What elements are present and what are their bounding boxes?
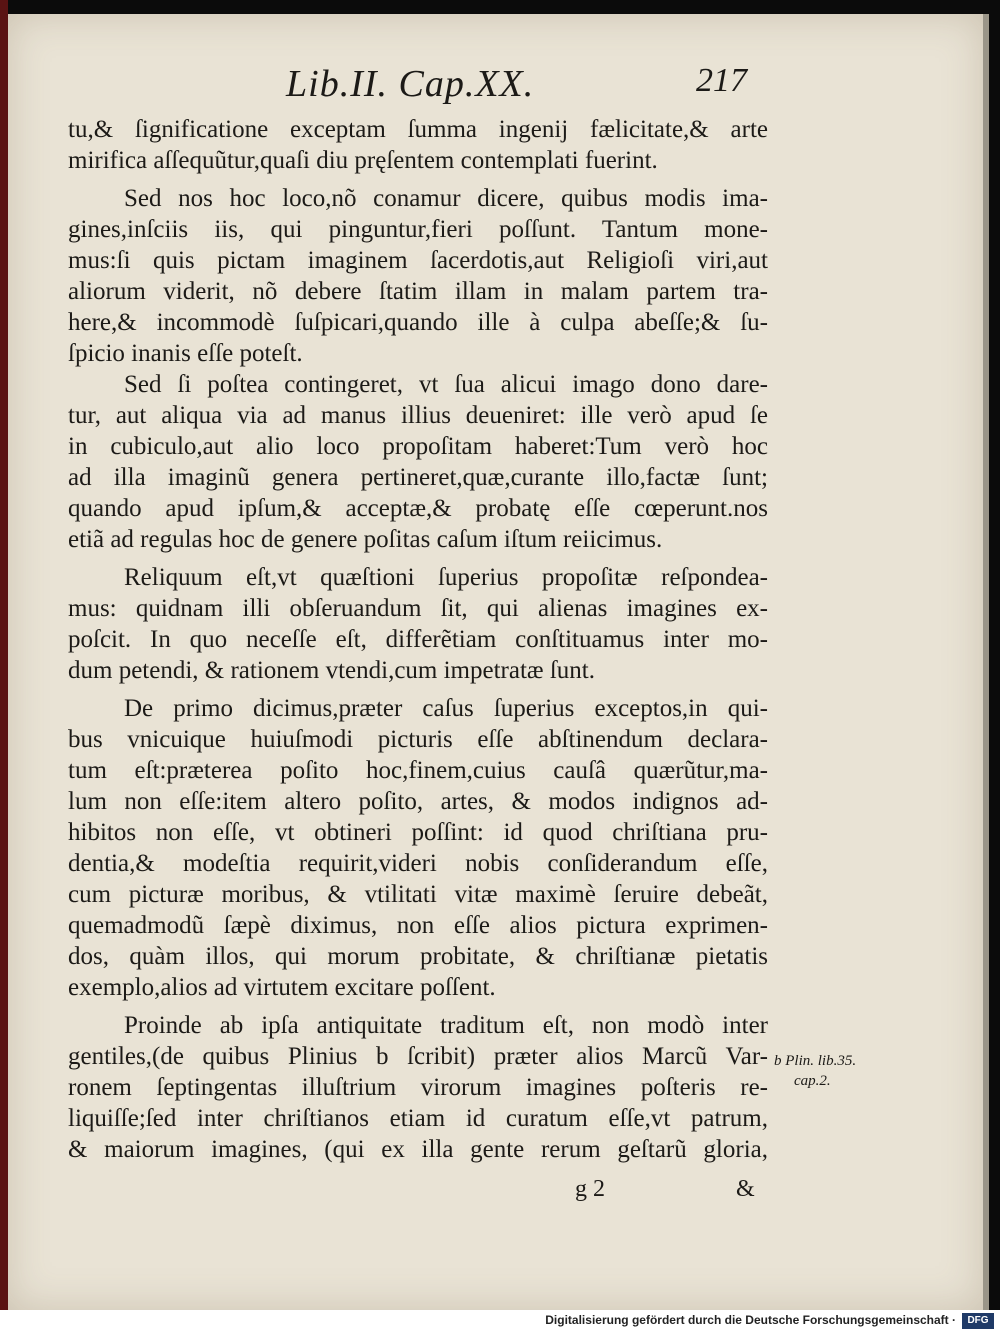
text-line: Proinde ab ipſa antiquitate traditum eſt, non modò inter xyxy=(124,1012,768,1039)
text-line: ronem ſeptingentas illuſtrium virorum imagines poſteris re- xyxy=(68,1074,768,1101)
text-line: quando apud ipſum,& acceptæ,& probatę eſſe cœperunt.nos xyxy=(68,495,768,522)
dfg-logo: DFG xyxy=(962,1313,994,1329)
text-line: hibitos non eſſe, vt obtineri poſſint: id quod chriſtiana pru- xyxy=(68,819,768,846)
page-stack-edge xyxy=(983,14,989,1310)
text-line: tum eſt:prætereа poſito hoc,finem,cuius cauſâ quærũtur,ma- xyxy=(68,757,768,784)
text-line: & maiorum imagines, (qui ex illa gente rerum geſtarũ gloria, xyxy=(68,1136,768,1163)
text-line: exemplo,alios ad virtutem excitare poſſent. xyxy=(68,974,496,1001)
text-line: aliorum viderit, nõ debere ſtatim illam in malam partem tra- xyxy=(68,278,768,305)
text-line: Reliquum eſt,vt quæſtioni ſuperius propoſitæ reſpondea- xyxy=(124,564,768,591)
page-footer xyxy=(8,1176,983,1212)
margin-note xyxy=(774,1051,856,1091)
text-line: mirifica aſſequũtur,quaſi diu pręſentem contemplati fuerint. xyxy=(68,147,658,174)
text-line: tur, aut aliqua via ad manus illius deueniret: ille verò apud ſe xyxy=(68,402,768,429)
text-line: dos, quàm illos, qui morum probitate, & chriſtianæ pietatis xyxy=(68,943,768,970)
margin-note-reference: b Plin. lib.35. xyxy=(774,1053,857,1069)
text-line: gentiles,(de quibus Plinius b ſcribit) præter alios Marcũ Var- xyxy=(68,1043,768,1070)
text-line: Sed ſi poſtea contingeret, vt ſua alicui imago dono dare- xyxy=(124,371,768,398)
text-line: quemadmodũ ſæpè diximus, non eſſe alios pictura exprimen- xyxy=(68,912,768,939)
catchword: & xyxy=(736,1176,755,1202)
text-line: poſcit. In quo neceſſe eſt, differẽtiam conſtituamus inter mo- xyxy=(68,626,768,653)
margin-note-chapter: cap.2. xyxy=(794,1073,831,1089)
text-line: cum picturæ moribus, & vtilitati vitæ maximè ſeruire debeãt, xyxy=(68,881,768,908)
text-line: ad illa imaginũ genera pertineret,quæ,curante illo,factæ ſunt; xyxy=(68,464,768,491)
text-line: lum non eſſe:item altero poſito, artes, & modos indignos ad- xyxy=(68,788,768,815)
text-line: in cubiculo,aut alio loco propoſitam haberet:Tum verò hoc xyxy=(68,433,768,460)
book-page xyxy=(8,14,983,1310)
page-header xyxy=(8,62,983,112)
text-line: tu,& ſignificatione exceptam ſumma ingenij fælicitate,& arte xyxy=(68,116,768,143)
text-line: here,& incommodè ſuſpicari,quando ille à culpa abeſſe;& ſu- xyxy=(68,309,768,336)
text-line: mus: quidnam illi obſeruandum ſit, qui alienas imagines ex- xyxy=(68,595,768,622)
text-line: mus:ſi quis pictam imaginem ſacerdotis,aut Religioſi viri,aut xyxy=(68,247,768,274)
text-line: De primo dicimus,præter caſus ſuperius exceptos,in qui- xyxy=(124,695,768,722)
page-number: 217 xyxy=(696,62,747,99)
running-title: Lib.II. Cap.XX. xyxy=(286,63,535,105)
text-line: dentia,& modeſtia requirit,videri nobis conſiderandum eſſe, xyxy=(68,850,768,877)
body-text xyxy=(68,114,768,1165)
signature-mark: g 2 xyxy=(575,1176,605,1202)
text-line: liquiſſe;ſed inter chriſtianos etiam id curatum eſſe,vt patrum, xyxy=(68,1105,768,1132)
text-line: dum petendi, & rationem vtendi,cum impetratæ ſunt. xyxy=(68,657,595,684)
credit-bar xyxy=(0,1310,1000,1332)
text-line: ſpicio inanis eſſe poteſt. xyxy=(68,340,303,367)
text-line: Sed nos hoc loco,nõ conamur dicere, quibus modis ima- xyxy=(124,185,768,212)
book-binding-edge xyxy=(0,0,8,1310)
text-line: gines,inſciis iis, qui pinguntur,fieri poſſunt. Tantum mone- xyxy=(68,216,768,243)
text-line: bus vnicuique huiuſmodi picturis eſſe abſtinendum declara- xyxy=(68,726,768,753)
text-line: etiã ad regulas hoc de genere poſitas caſum iſtum reiicimus. xyxy=(68,526,663,553)
credit-text: Digitalisierung gefördert durch die Deutsche Forschungsgemeinschaft · xyxy=(545,1313,956,1327)
